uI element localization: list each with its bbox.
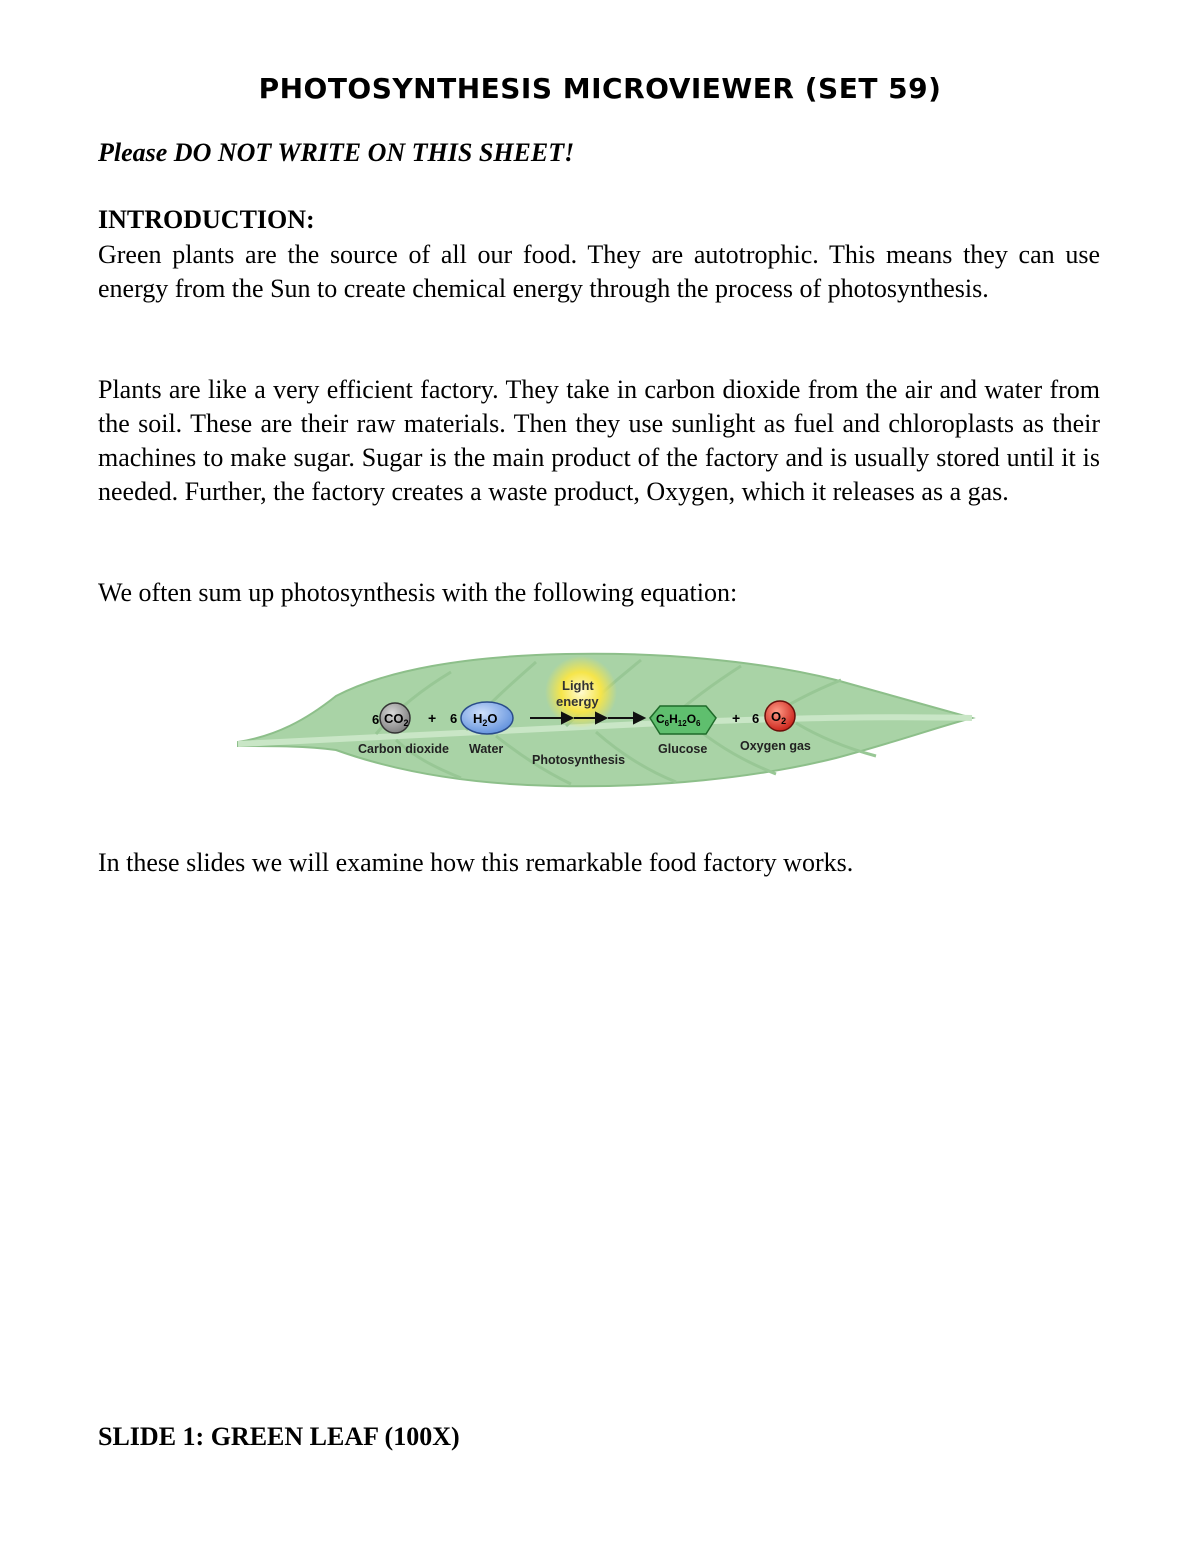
label-water: Water [469,742,504,756]
do-not-write-warning: Please DO NOT WRITE ON THIS SHEET! [98,138,575,167]
intro-paragraph-4: In these slides we will examine how this remarkable food factory works. [98,848,854,877]
intro-paragraph-1: Green plants are the source of all our food. They are autotrophic. This means they can use energy from the Sun to create chemical energy through the process of photosynthesis. [98,240,1100,303]
leaf-equation-diagram [236,650,976,790]
intro-paragraph-3: We often sum up photosynthesis with the following equation: [98,578,738,607]
label-carbon-dioxide: Carbon dioxide [358,742,449,756]
light-label-line-1: Light [562,678,594,693]
slide-1-heading: SLIDE 1: GREEN LEAF (100X) [98,1422,460,1451]
co2-coefficient: 6 [372,712,380,727]
co2-formula: $CO_2$ [384,711,409,728]
page-title: PHOTOSYNTHESIS MICROVIEWER (SET 59) [258,72,942,105]
oxygen-coefficient: 6 [752,711,760,726]
photosynthesis-equation-figure [236,650,976,790]
plus-sign-1: + [428,710,437,726]
intro-paragraph-2: Plants are like a very efficient factory. They take in carbon dioxide from the air and water from the soil. These are their raw materials. Then they use sunlight as fuel and chloroplasts as their machines to make sugar. Sugar is the main product of the factory and is usually stored until it is needed. Further, the factory creates a waste product, Oxygen, which it releases as a gas. [98,375,1100,506]
label-photosynthesis: Photosynthesis [532,753,626,767]
label-oxygen-gas: Oxygen gas [740,739,811,753]
water-coefficient: 6 [450,711,458,726]
plus-sign-2: + [732,710,741,726]
glucose-formula: $C_6H_{12}O_6$ [656,712,701,728]
oxygen-formula: $O_2$ [771,709,787,726]
light-label-line-2: energy [556,694,599,709]
label-glucose: Glucose [658,742,708,756]
water-formula: $H_2O$ [473,711,498,728]
introduction-heading: INTRODUCTION: [98,205,315,234]
